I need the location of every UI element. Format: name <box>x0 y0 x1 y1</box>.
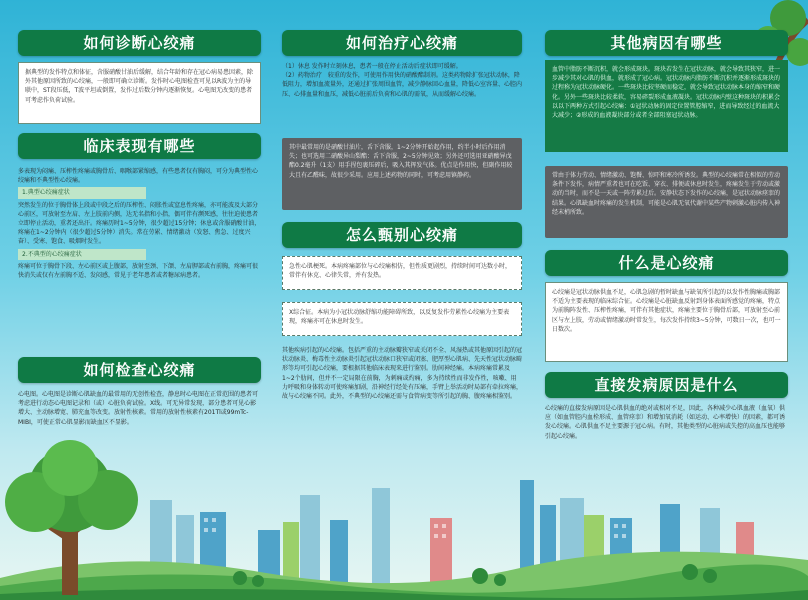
what-text: 心绞痛是冠状动脉供血不足，心肌急剧的暂时缺血与缺氧所引起的以发作性胸痛或胸部不适为主要表现的临床综合征。心绞痛是心脏缺血反射到身体表面所感觉的疼痛，特点为前胸阵发性、压榨性疼痛，可伴有其他症状，疼痛主要位于胸骨后部，可放射至心前区与左上肢，劳动或情绪激动时常发生，每次发作持续3~5分钟，可数日一次，也可一日数次。 <box>552 289 781 333</box>
atypical-symptoms-text: 疼痛可位于胸骨下段、左心前区或上腹部，放射至颈、下颌、左肩胛部或右前胸，疼痛可很快消失或仅有左前胸不适、发闷感，常见于老年患者或者糖尿病患者。 <box>18 262 259 280</box>
section-title-direct: 直接发病原因是什么 <box>545 372 788 398</box>
section-title-what: 什么是心绞痛 <box>545 250 788 276</box>
trigger-text: 常由于体力劳动、情绪激动、饱餐、惊吓和寒冷所诱发。典型的心绞痛常在相似的劳动条件下发作，病情严重者也可在吃饭、穿衣、排便或休息时发生，疼痛发生于劳动或激动的当时，而不是一天或一阵劳累过后。安静状态下发作的心绞痛，是冠状动脉痉挛的结果。心肌缺血时疼痛的发生机制，可能是心肌无氧代谢中某些产物刺激心脏内传入神经末梢所致。 <box>552 172 781 216</box>
what-box <box>545 282 788 362</box>
distinguish-content <box>282 346 522 456</box>
treat-drug-text: （2）药物治疗 较重的发作，可使用作用快的硝酸酯制剂。这类药物除扩张冠状动脉，降低阻力，增加血流量外，还通过扩张周围血管，减少静脉回心血量，降低心室容量、心腔内压、心排血量和血压，减低心脏前后负荷和心肌的需氧，从而缓解心绞痛。 <box>282 72 522 98</box>
treat-note-box <box>282 138 522 210</box>
typical-symptoms-text: 突然发生的位于胸骨体上段或中段之后的压榨性、闷胀性或窒息性疼痛，亦可能波及大部分心前区，可放射至左肩、左上肢前内侧，达无名指和小指，偶可伴有濒死感，往往迫使患者立即停止活动，重者还出汗。疼痛历时1~5分钟，很少超过15分钟；休息或含服硝酸甘油，疼痛在1~2分钟内（很少超过5分钟）消失。常在劳累、情绪激动（发怒、焦急、过度兴奋）、受寒、饱食、吸烟时发生。 <box>18 201 261 246</box>
treat-rest-text: （1）休息 发作时立刻休息，患者一般在停止活动后症状即可缓解。 <box>282 63 462 70</box>
trigger-box <box>545 166 788 238</box>
section-title-other: 其他病因有哪些 <box>545 30 788 56</box>
section-title-symptoms: 临床表现有哪些 <box>18 133 261 159</box>
typical-symptoms-tag: 1.典型心绞痛症状 <box>18 187 146 198</box>
symptoms-content <box>18 167 261 347</box>
atypical-symptoms-tag: 2.不典型的心绞痛症状 <box>18 249 146 260</box>
treat-content <box>282 62 522 134</box>
section-title-treat: 如何治疗心绞痛 <box>282 30 522 56</box>
section-title-diagnose: 如何诊断心绞痛 <box>18 30 261 56</box>
distinguish-box-x <box>282 302 522 336</box>
diagnose-box <box>18 62 261 124</box>
other-causes-box <box>545 60 788 152</box>
treat-note-text: 其中最常用的是硝酸甘油片，舌下含服，1~2分钟开始起作用，约半小时后作用消失；也可选用二硝酸异山梨酯：舌下含服，2~5分钟见效；另外还可选用亚硝酸异戊酯0.2毫升（1支）用手捏包裹压碎后，吸入其挥发气体。优点是作用快，但副作用较大且有乙醛味，故很少采用。应用上述药物的同时，可考虑用镇静药。 <box>289 144 513 179</box>
exam-content <box>18 390 261 455</box>
other-causes-text: 血管中脂肪不断沉积，就会形成斑块。斑块若发生在冠状动脉，就会导致其狭窄，进一步减少其对心肌的供血，就形成了冠心病。冠状动脉内脂肪不断沉积并逐渐形成斑块的过程称为冠状动脉硬化。一些斑块比较坚硬而稳定，就会导致冠状动脉本身的缩窄和硬化。另外一些斑块比较柔软，容易碎裂形成血液凝块。冠状动脉内壁这种斑块的积累会以以下两种方式引起心绞痛：①冠状动脉的固定位置管腔缩窄，进而导致经过的血流大大减少；②形成的血液凝块部分或者全部阻塞冠状动脉。 <box>552 66 781 120</box>
section-title-distinguish: 怎么甄别心绞痛 <box>282 222 522 248</box>
direct-content <box>545 404 788 460</box>
symptoms-intro: 多表现为闷痛、压榨性疼痛或胸骨后、咽喉部紧缩感，有些患者仅有胸闷，可分为典型性心绞痛和不典型性心绞痛。 <box>18 168 259 185</box>
distinguish-x-text: X综合征。本病为小冠状动脉舒缩功能障碍所致，以反复发作劳累性心绞痛为主要表现，疼痛亦可在休息时发生。 <box>289 309 510 326</box>
exam-text: 心电图。心电图是诊断心肌缺血的最常用的无创性检查，静息时心电图在正常范围的患者可考虑进行动态心电图记录和（或）心脏负荷试验。X线。可无异常发现，部分患者可见心影增大、主动脉增宽、肺充血等改变。放射性核素。常用的放射性核素有201Tl或99mTc-MIBI，可使正常心肌显影而缺血区不显影。 <box>18 391 259 426</box>
distinguish-box-mi <box>282 256 522 290</box>
diagnose-text: 据典型的发作特点和体征，含服硝酸甘油后缓解，结合年龄和存在冠心病易患因素，除外其他原因所致的心绞痛，一般即可确立诊断。发作时心电图检查可见以R波为主的导联中，ST段压低，T波平坦或倒置，发作过后数分钟内逐渐恢复。心电图无改变的患者可考虑作负荷试验。 <box>25 69 254 104</box>
section-title-exam: 如何检查心绞痛 <box>18 357 261 383</box>
distinguish-text: 其他疾病引起的心绞痛。包括严重的主动脉瓣狭窄或关闭不全、风湿热或其他原因引起的冠状动脉炎、梅毒性主动脉炎引起冠状动脉口狭窄或闭塞、肥厚型心肌病、先天性冠状动脉畸形等均可引起心绞痛，要根据其他临床表现来进行鉴别。肋间神经痛。本病疼痛常累及1~2个肋间，但并不一定局限在前胸，为刺痛或灼痛，多为持续性而非发作性，咳嗽、用力呼吸和身体转动可使疼痛加剧，沿神经行经处有压痛，手臂上举活动时局部有牵拉疼痛，故与心绞痛不同。此外，不典型的心绞痛还需与食管病变等所引起的胸、腹疼痛相鉴别。 <box>282 347 522 401</box>
direct-text: 心绞痛的直接发病原因是心肌供血的绝对或相对不足，因此，各种减少心肌血液（血氧）供应（如血管腔内血栓形成、血管痉挛）和增加氧消耗（如运动、心率增快）的因素，都可诱发心绞痛。心肌供血不足主要源于冠心病。有时，其他类型的心脏病或失控的高血压也能够引起心绞痛。 <box>545 405 786 440</box>
tree-illustration <box>0 440 150 600</box>
distinguish-mi-text: 急性心肌梗死。本病疼痛部位与心绞痛相仿，但性质更剧烈，持续时间可达数小时，常伴有休克、心律失常，并有发热。 <box>289 263 512 280</box>
